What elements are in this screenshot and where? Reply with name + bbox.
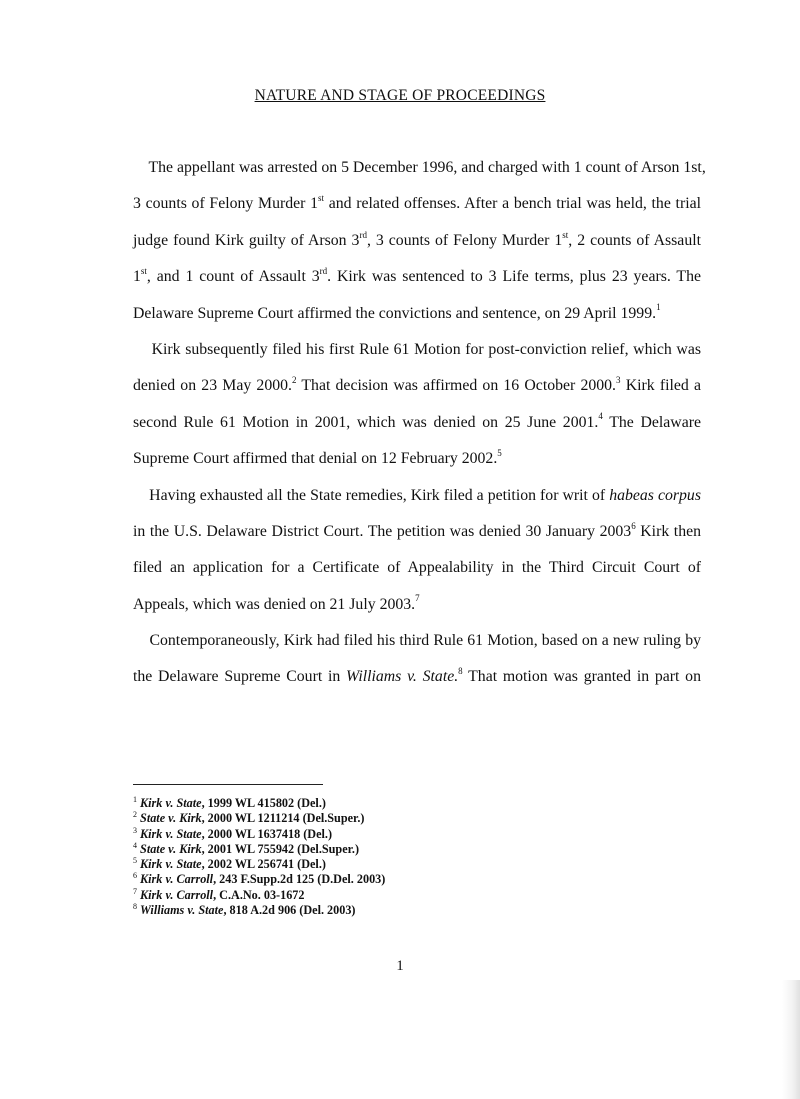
citation: , 2000 WL 1637418 (Del.) — [201, 826, 333, 841]
footnote-ref: 5 — [497, 447, 502, 458]
text-run: , and 1 count of Assault 3 — [146, 268, 320, 286]
footnote-ref: 3 — [616, 375, 621, 386]
text-run: and related offenses. After a bench trial was held, the trial — [324, 195, 701, 213]
footnote-ref: 2 — [291, 375, 297, 386]
section-heading: NATURE AND STAGE OF PROCEEDINGS — [254, 87, 546, 104]
text-line — [133, 587, 701, 623]
footnote-ref: rd — [319, 265, 328, 276]
case-name: Kirk v. State — [140, 857, 202, 872]
text-run: denied on 23 May 2000. — [133, 377, 292, 395]
text-run: Kirk then — [635, 522, 701, 540]
footnote-number: 5 — [133, 856, 137, 866]
footnote — [133, 888, 533, 903]
case-name: Williams v. State — [140, 903, 224, 918]
footnote-ref: st — [318, 193, 325, 204]
paragraph — [133, 150, 706, 332]
paragraph — [133, 623, 701, 696]
text-run: Contemporaneously, Kirk had filed his third Rule 61 Motion, based on a new ruling by — [133, 632, 701, 650]
italic-text: Williams v. State. — [346, 668, 459, 686]
text-line — [133, 150, 706, 186]
text-run: The appellant was arrested on 5 December 1996, and charged with 1 count of Arson 1st, — [133, 159, 706, 176]
text-run: That decision was affirmed on 16 October 2000. — [296, 377, 617, 395]
text-run: Supreme Court affirmed that denial on 12 February 2002. — [133, 450, 498, 468]
page-number: 1 — [396, 958, 404, 974]
case-name: State v. Kirk — [140, 841, 202, 856]
text-run: the Delaware Supreme Court in — [133, 668, 347, 686]
citation: , 1999 WL 415802 (Del.) — [201, 796, 326, 810]
footnote-ref: 8 — [458, 666, 463, 677]
footnote-number: 1 — [133, 794, 137, 804]
footnote-ref: 7 — [415, 593, 420, 604]
footnote — [133, 857, 533, 872]
text-line — [133, 514, 701, 550]
footnote-number: 2 — [133, 810, 137, 820]
italic-text: habeas corpus — [609, 486, 701, 504]
text-run: in the U.S. Delaware District Court. The petition was denied 30 January 2003 — [133, 522, 632, 540]
citation: , 2001 WL 755942 (Del.Super.) — [201, 841, 359, 856]
text-run: Delaware Supreme Court affirmed the convictions and sentence, on 29 April 1999. — [133, 304, 657, 322]
text-run: That motion was granted in part on — [462, 668, 701, 686]
scan-edge-shadow — [782, 980, 800, 1099]
text-run: Kirk subsequently filed his first Rule 61 Motion for post-conviction relief, which was — [133, 340, 701, 358]
text-line — [133, 659, 701, 695]
footnote-divider — [133, 784, 323, 785]
text-run: . Kirk was sentenced to 3 Life terms, plus 23 years. The — [327, 268, 701, 286]
citation: , 818 A.2d 906 (Del. 2003) — [223, 903, 356, 918]
body-text — [133, 150, 706, 696]
case-name: Kirk v. State — [140, 826, 202, 841]
footnote-number: 6 — [133, 871, 137, 881]
footnote-number: 7 — [133, 886, 137, 896]
footnote-ref: 4 — [598, 411, 603, 422]
text-run: The Delaware — [602, 413, 702, 431]
text-run: , 3 counts of Felony Murder 1 — [366, 231, 563, 249]
text-line — [133, 623, 701, 659]
text-line — [133, 332, 701, 368]
footnote-ref: 1 — [656, 302, 661, 313]
paragraph — [133, 332, 701, 478]
footnote — [133, 903, 533, 918]
footnote-number: 8 — [133, 902, 137, 912]
citation: , 2000 WL 1211214 (Del.Super.) — [201, 811, 365, 826]
case-name: Kirk v. Carroll — [140, 887, 214, 902]
footnote — [133, 827, 533, 842]
footnote-number: 4 — [133, 840, 137, 850]
footnote-ref: rd — [359, 229, 367, 240]
case-name: Kirk v. State — [140, 796, 202, 810]
text-run: Having exhausted all the State remedies, Kirk filed a petition for writ of — [133, 486, 610, 504]
text-run: judge found Kirk guilty of Arson 3 — [133, 231, 360, 249]
text-line — [133, 296, 701, 332]
text-line — [133, 478, 701, 514]
text-run: 1 — [133, 268, 141, 286]
text-line — [133, 550, 701, 586]
footnote-ref: st — [140, 265, 147, 276]
text-run: filed an application for a Certificate of Appealability in the Third Circuit Court of — [133, 559, 701, 577]
text-run: , 2 counts of Assault — [568, 231, 701, 249]
text-line — [133, 259, 701, 295]
case-name: Kirk v. Carroll — [140, 872, 214, 887]
footnote-ref: st — [562, 229, 569, 240]
footnote — [133, 872, 533, 887]
footnote — [133, 796, 533, 811]
footnote — [133, 842, 533, 857]
text-line — [133, 405, 701, 441]
footnotes — [133, 796, 533, 918]
text-line — [133, 186, 701, 222]
footnote-number: 3 — [133, 825, 137, 835]
citation: , C.A.No. 03-1672 — [213, 887, 305, 902]
text-line — [133, 441, 701, 477]
text-line — [133, 223, 701, 259]
citation: , 243 F.Supp.2d 125 (D.Del. 2003) — [213, 872, 386, 887]
footnote-ref: 6 — [631, 520, 636, 531]
text-run: second Rule 61 Motion in 2001, which was denied on 25 June 2001. — [133, 413, 599, 431]
citation: , 2002 WL 256741 (Del.) — [201, 857, 326, 872]
text-run: 3 counts of Felony Murder 1 — [133, 195, 319, 213]
text-run: Appeals, which was denied on 21 July 2003. — [133, 595, 416, 613]
text-run: Kirk filed a — [620, 377, 702, 395]
footnote — [133, 811, 533, 826]
text-line — [133, 368, 701, 404]
case-name: State v. Kirk — [140, 811, 202, 826]
paragraph — [133, 478, 701, 624]
